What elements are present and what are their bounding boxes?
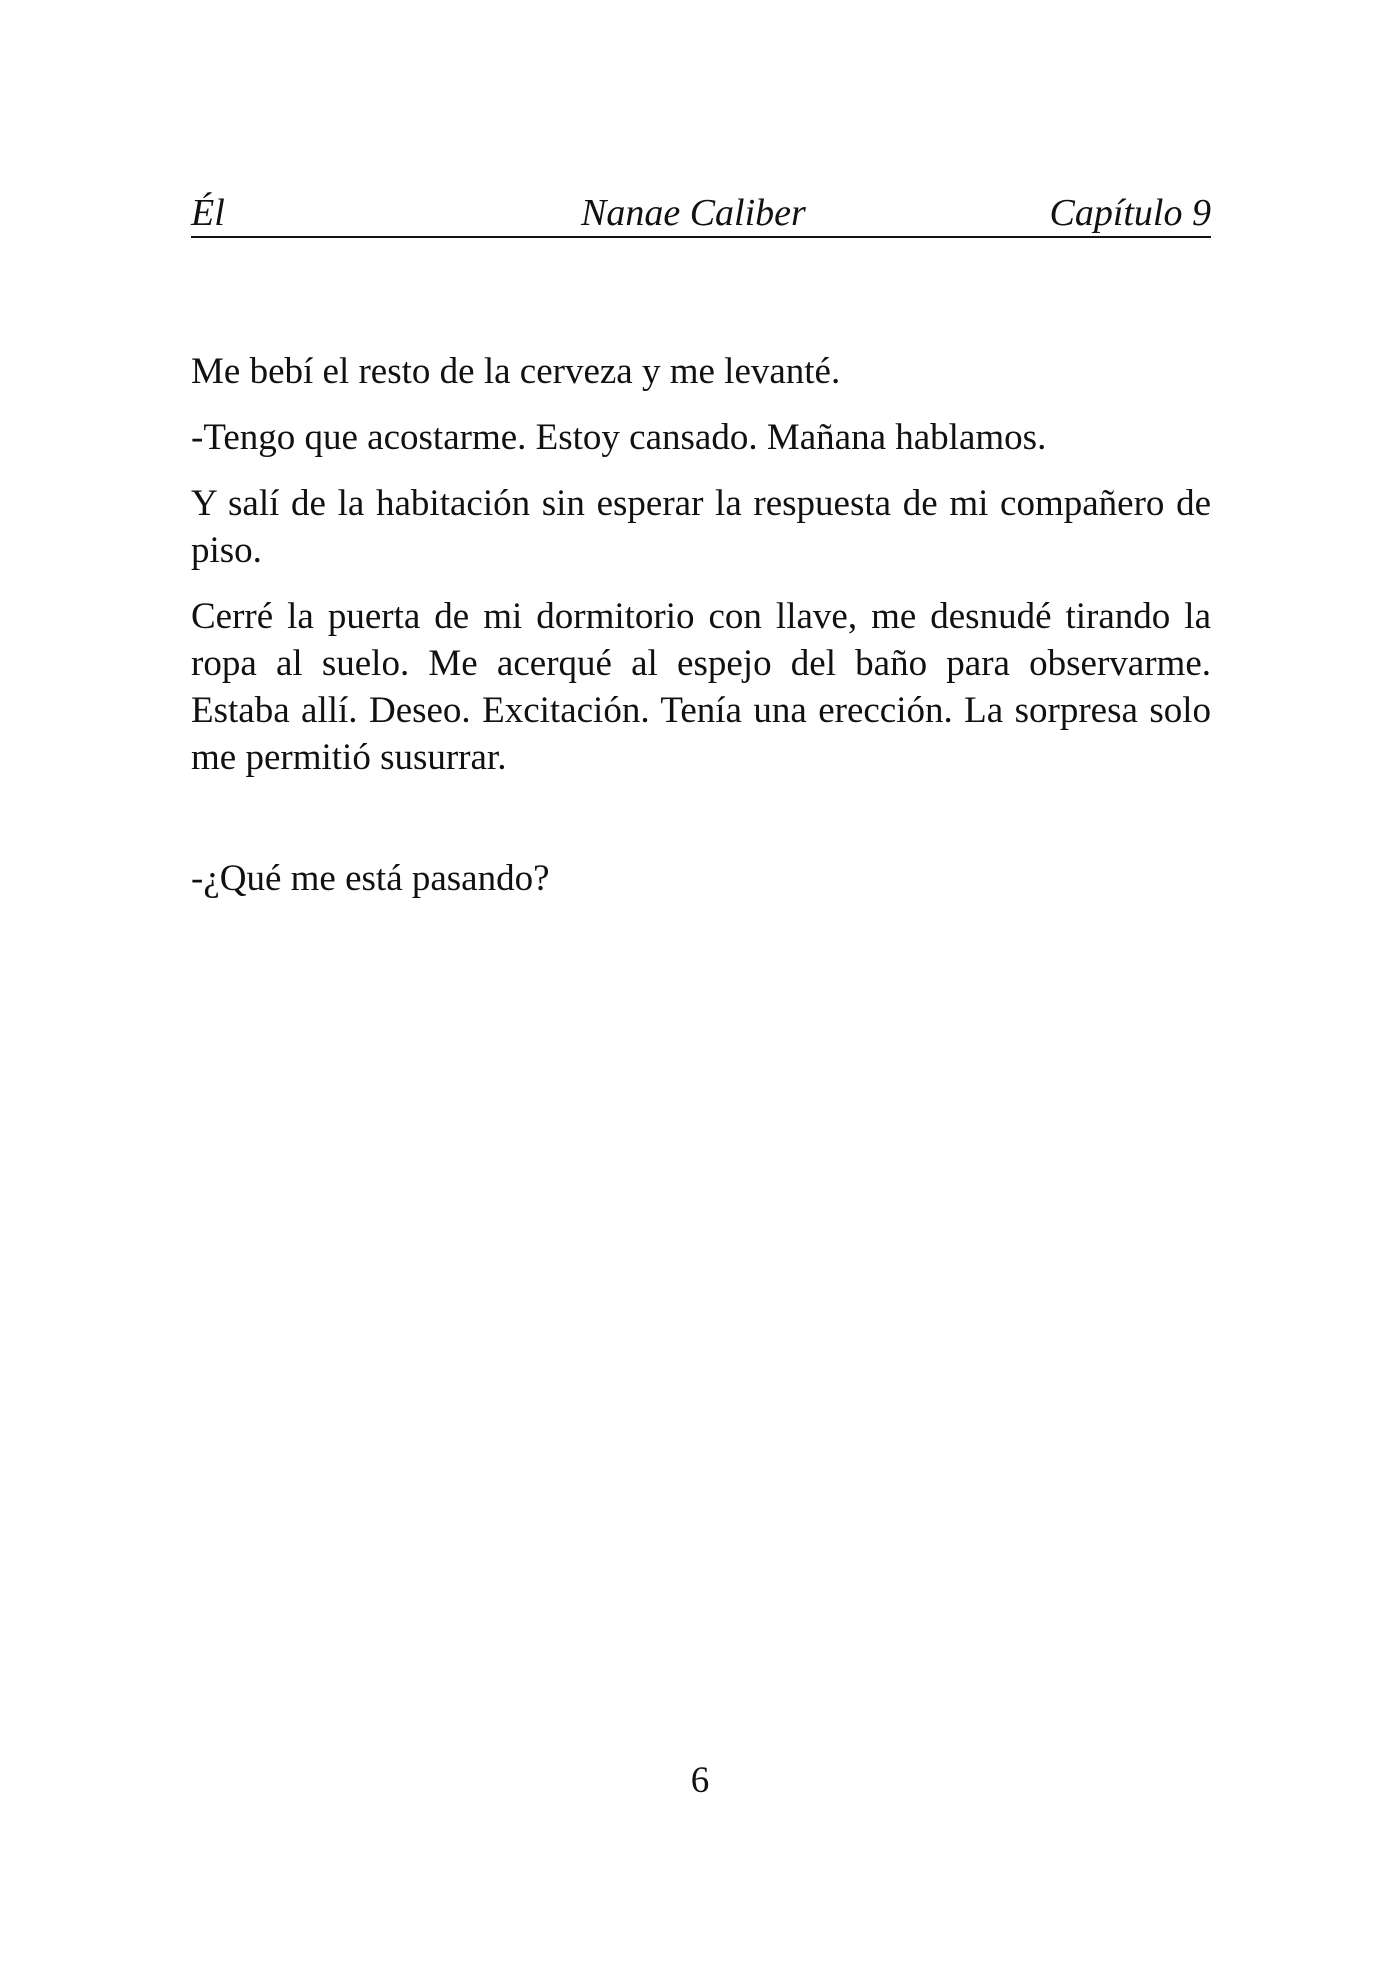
running-header — [191, 190, 1211, 238]
page-number: 6 — [690, 1760, 710, 1801]
page-body — [191, 348, 1211, 921]
paragraph-final: -¿Qué me está pasando? — [191, 858, 550, 899]
paragraph: Y salí de la habitación sin esperar la respuesta de mi compañero de piso. — [191, 483, 1211, 571]
paragraph: Me bebí el resto de la cerveza y me levanté. — [191, 351, 841, 392]
paragraph: Cerré la puerta de mi dormitorio con llave, me desnudé tirando la ropa al suelo. Me acerqué al espejo del baño para observarme. Estaba allí. Deseo. Excitación. Tenía una erección. La sorpresa solo me permitió susurrar. — [191, 596, 1211, 778]
paragraph: -Tengo que acostarme. Estoy cansado. Mañana hablamos. — [191, 417, 1047, 458]
header-chapter: Capítulo 9 — [1049, 192, 1211, 234]
header-book-title: Él — [191, 192, 225, 234]
header-author: Nanae Caliber — [581, 192, 806, 234]
